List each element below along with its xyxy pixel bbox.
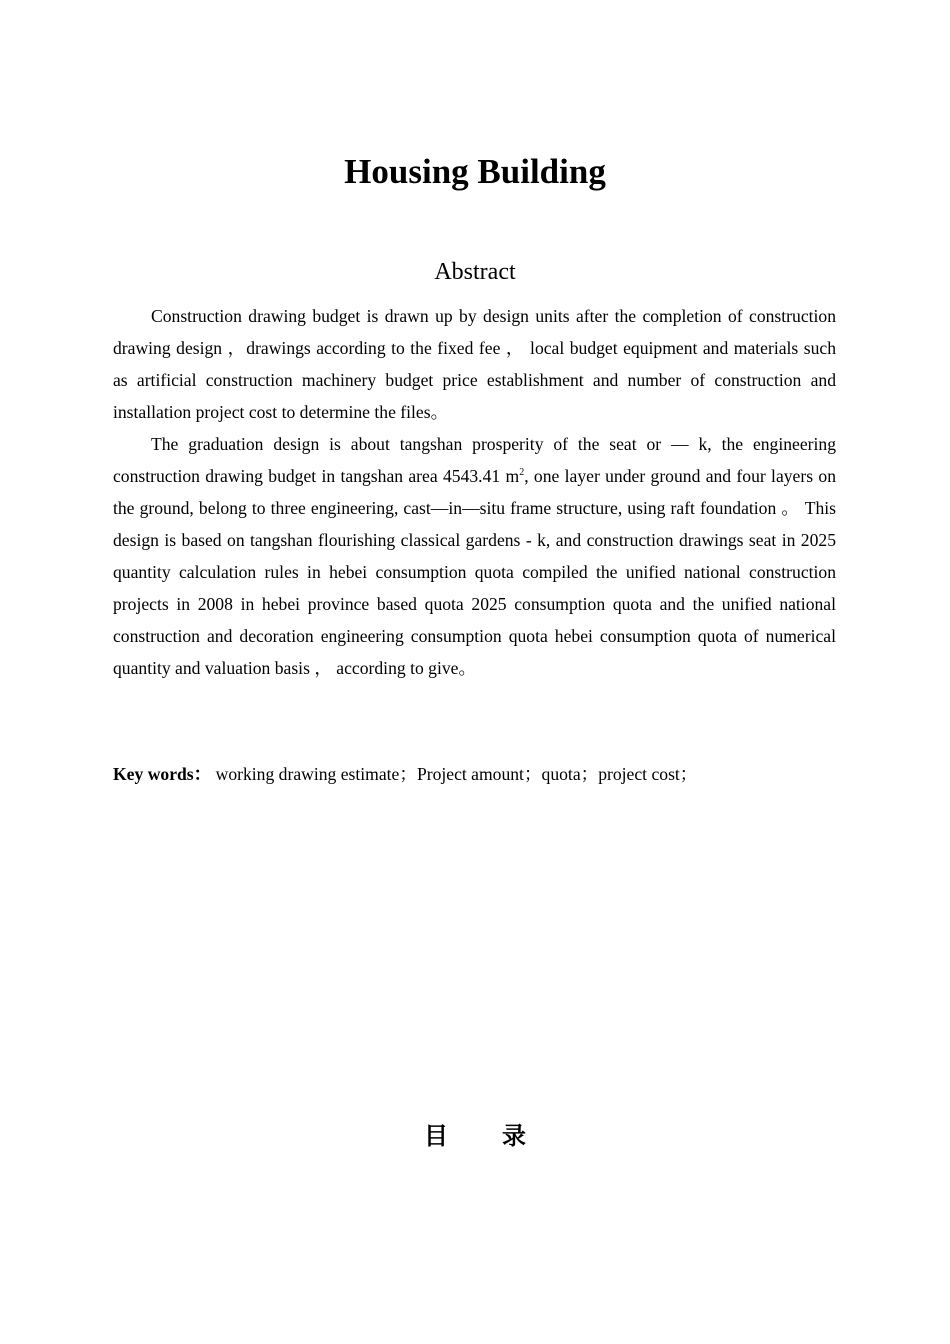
toc-heading-char-2: 录 <box>502 1122 526 1150</box>
abstract-heading: Abstract <box>434 259 516 285</box>
table-of-contents-heading <box>0 1118 950 1154</box>
abstract-paragraph-2 <box>113 428 836 684</box>
area-unit-superscript: 2 <box>519 467 525 478</box>
keywords-text: working drawing estimate；Project amount；quota；project cost； <box>211 764 698 784</box>
document-title: Housing Building <box>344 152 606 191</box>
abstract-body <box>113 300 836 684</box>
keywords-label: Key words： <box>113 764 212 784</box>
toc-heading-char-1: 目 <box>424 1122 448 1150</box>
paragraph-2-part-2: , one layer under ground and four layers on the ground, belong to three engineering, cast—in—situ frame structure, using raft foundation 。 This design is based on tangshan flourishing classical gardens - k, and construction drawings seat in 2025 quantity calculation rules in hebei consumption quota compiled the unified national construction projects in 2008 in hebei province based quota 2025 consumption quota and the unified national construction and decoration engineering consumption quota hebei consumption quota of numerical quantity and valuation basis ， according to give。 <box>113 466 836 678</box>
keywords-line <box>113 758 836 790</box>
abstract-paragraph-1: Construction drawing budget is drawn up by design units after the completion of construction drawing design ，drawings according to the fixed fee ， local budget equipment and materials such as artificial construction machinery budget price establishment and number of construction and installation project cost to determine the files。 <box>113 306 836 422</box>
paragraph-2-part-1: The graduation design is about tangshan prosperity of the seat or — k, the engineering construction drawing budget in tangshan area 4543.41 m <box>113 434 836 486</box>
